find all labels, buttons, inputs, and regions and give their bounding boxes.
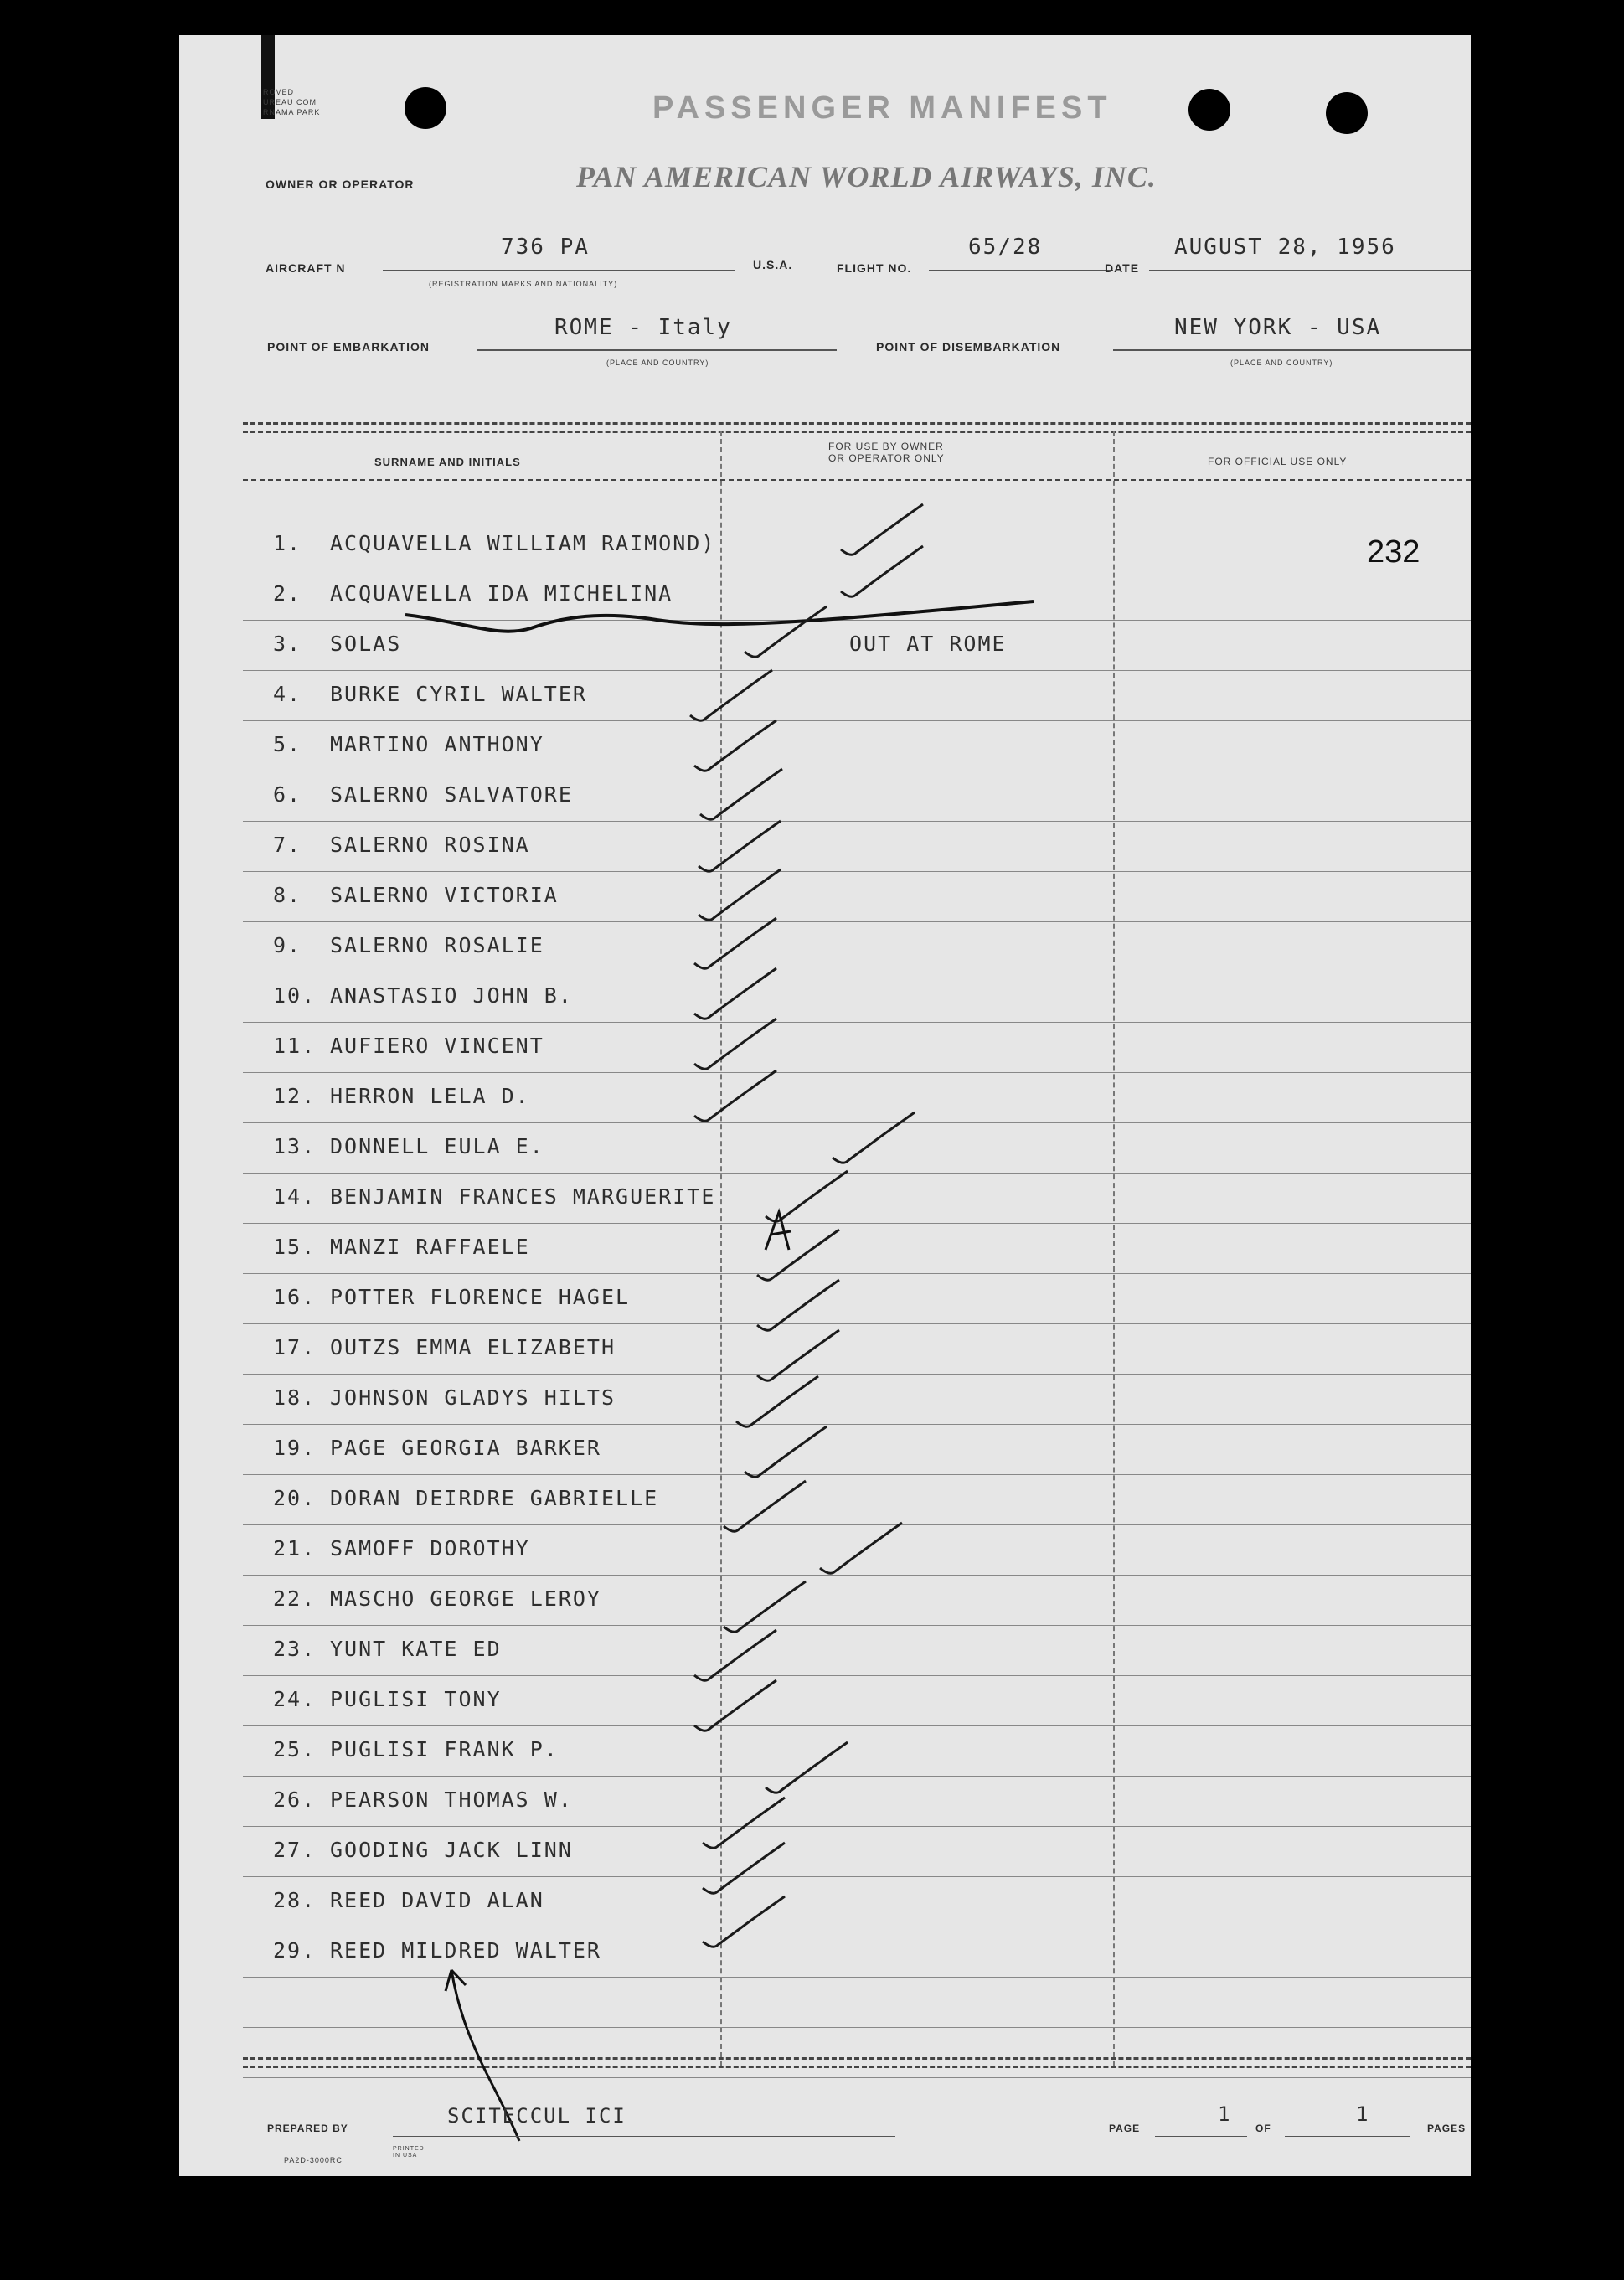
page-title: PASSENGER MANIFEST <box>652 90 1112 126</box>
row-number: 6. <box>273 782 302 807</box>
row-number: 26. <box>273 1787 317 1812</box>
stamp-line-2: UREAU COM <box>263 98 317 106</box>
form-code: PA2D-3000RC <box>284 2156 343 2164</box>
annotation-arrow <box>179 35 1471 2176</box>
row-number: 20. <box>273 1486 317 1510</box>
row-number: 5. <box>273 732 302 756</box>
page-value: 1 <box>1218 2102 1232 2126</box>
disembarkation-label: POINT OF DISEMBARKATION <box>876 340 1061 353</box>
passenger-name: SALERNO ROSINA <box>330 833 530 857</box>
row-number: 15. <box>273 1235 317 1259</box>
row-number: 22. <box>273 1586 317 1611</box>
row-number: 16. <box>273 1285 317 1309</box>
passenger-name: PEARSON THOMAS W. <box>330 1787 573 1812</box>
row-number: 4. <box>273 682 302 706</box>
usa-label: U.S.A. <box>753 258 793 271</box>
passenger-name: AUFIERO VINCENT <box>330 1034 544 1058</box>
passenger-name: ANASTASIO JOHN B. <box>330 983 573 1008</box>
row-number: 28. <box>273 1888 317 1912</box>
passenger-name: PUGLISI FRANK P. <box>330 1737 559 1762</box>
date-label: DATE <box>1105 261 1140 275</box>
disembarkation-sublabel: (PLACE AND COUNTRY) <box>1230 359 1333 367</box>
passenger-name: PAGE GEORGIA BARKER <box>330 1436 601 1460</box>
row-number: 13. <box>273 1134 317 1158</box>
passenger-name: DORAN DEIRDRE GABRIELLE <box>330 1486 659 1510</box>
stamp-line-1: ROVED <box>263 88 295 96</box>
passenger-name: JOHNSON GLADYS HILTS <box>330 1385 616 1410</box>
column-header-owner-line2: OR OPERATOR ONLY <box>828 452 945 464</box>
passenger-name: YUNT KATE ED <box>330 1637 502 1661</box>
manifest-sheet <box>179 35 1471 2176</box>
stamp-line-3: RNAMA PARK <box>263 108 321 116</box>
row-number: 29. <box>273 1938 317 1963</box>
flight-value: 65/28 <box>968 235 1043 260</box>
passenger-name: GOODING JACK LINN <box>330 1838 573 1862</box>
owner-label: OWNER OR OPERATOR <box>266 178 415 191</box>
passenger-name: BENJAMIN FRANCES MARGUERITE <box>330 1184 716 1209</box>
passenger-name: BURKE CYRIL WALTER <box>330 682 587 706</box>
row-number: 25. <box>273 1737 317 1762</box>
passenger-name: REED MILDRED WALTER <box>330 1938 601 1963</box>
row-number: 21. <box>273 1536 317 1560</box>
passenger-name: SALERNO SALVATORE <box>330 782 573 807</box>
passenger-name: MARTINO ANTHONY <box>330 732 544 756</box>
embarkation-value: ROME - Italy <box>554 315 732 340</box>
passenger-name: DONNELL EULA E. <box>330 1134 544 1158</box>
row-number: 2. <box>273 581 302 606</box>
row-number: 18. <box>273 1385 317 1410</box>
prepared-by-value: SCITECCUL ICI <box>447 2104 626 2128</box>
passenger-name: SAMOFF DOROTHY <box>330 1536 530 1560</box>
passenger-name: ACQUAVELLA IDA MICHELINA <box>330 581 673 606</box>
row-number: 12. <box>273 1084 317 1108</box>
column-header-name: SURNAME AND INITIALS <box>374 456 521 468</box>
page-number-note: 232 <box>1367 534 1420 570</box>
row-number: 7. <box>273 833 302 857</box>
row-number: 3. <box>273 632 302 656</box>
passenger-name: PUGLISI TONY <box>330 1687 502 1711</box>
passenger-name: REED DAVID ALAN <box>330 1888 544 1912</box>
row-number: 27. <box>273 1838 317 1862</box>
passenger-name: OUTZS EMMA ELIZABETH <box>330 1335 616 1359</box>
row-number: 23. <box>273 1637 317 1661</box>
of-value: 1 <box>1356 2102 1370 2126</box>
date-value: AUGUST 28, 1956 <box>1174 235 1396 260</box>
row-number: 24. <box>273 1687 317 1711</box>
row-number: 17. <box>273 1335 317 1359</box>
row-number: 11. <box>273 1034 317 1058</box>
row-number: 10. <box>273 983 317 1008</box>
passenger-name: SOLAS <box>330 632 402 656</box>
owner-value: PAN AMERICAN WORLD AIRWAYS, INC. <box>576 160 1157 193</box>
row-number: 14. <box>273 1184 317 1209</box>
aircraft-label: AIRCRAFT N <box>266 261 346 275</box>
row-number: 19. <box>273 1436 317 1460</box>
prepared-by-underline <box>393 2136 895 2137</box>
row-annotation: OUT AT ROME <box>849 632 1007 656</box>
embarkation-sublabel: (PLACE AND COUNTRY) <box>606 359 709 367</box>
pages-label: PAGES <box>1427 2123 1467 2134</box>
passenger-name: ACQUAVELLA WILLIAM RAIMOND) <box>330 531 716 555</box>
aircraft-value: 736 PA <box>501 235 590 260</box>
passenger-name: SALERNO ROSALIE <box>330 933 544 957</box>
row-number: 8. <box>273 883 302 907</box>
passenger-name: HERRON LELA D. <box>330 1084 530 1108</box>
row-number: 1. <box>273 531 302 555</box>
column-header-owner-line1: FOR USE BY OWNER <box>828 441 944 452</box>
embarkation-label: POINT OF EMBARKATION <box>267 340 430 353</box>
flight-label: FLIGHT NO. <box>837 261 912 275</box>
of-underline <box>1285 2136 1410 2137</box>
disembarkation-value: NEW YORK - USA <box>1174 315 1382 340</box>
passenger-name: POTTER FLORENCE HAGEL <box>330 1285 631 1309</box>
of-label: OF <box>1255 2123 1271 2134</box>
column-header-official: FOR OFFICIAL USE ONLY <box>1208 456 1348 467</box>
passenger-name: SALERNO VICTORIA <box>330 883 559 907</box>
passenger-name: MASCHO GEORGE LEROY <box>330 1586 601 1611</box>
aircraft-sublabel: (REGISTRATION MARKS AND NATIONALITY) <box>429 280 618 288</box>
passenger-name: MANZI RAFFAELE <box>330 1235 530 1259</box>
row-number: 9. <box>273 933 302 957</box>
page-label: PAGE <box>1109 2123 1141 2134</box>
page-underline <box>1155 2136 1247 2137</box>
printed-note: PRINTED IN USA <box>393 2146 425 2159</box>
prepared-by-label: PREPARED BY <box>267 2123 348 2134</box>
